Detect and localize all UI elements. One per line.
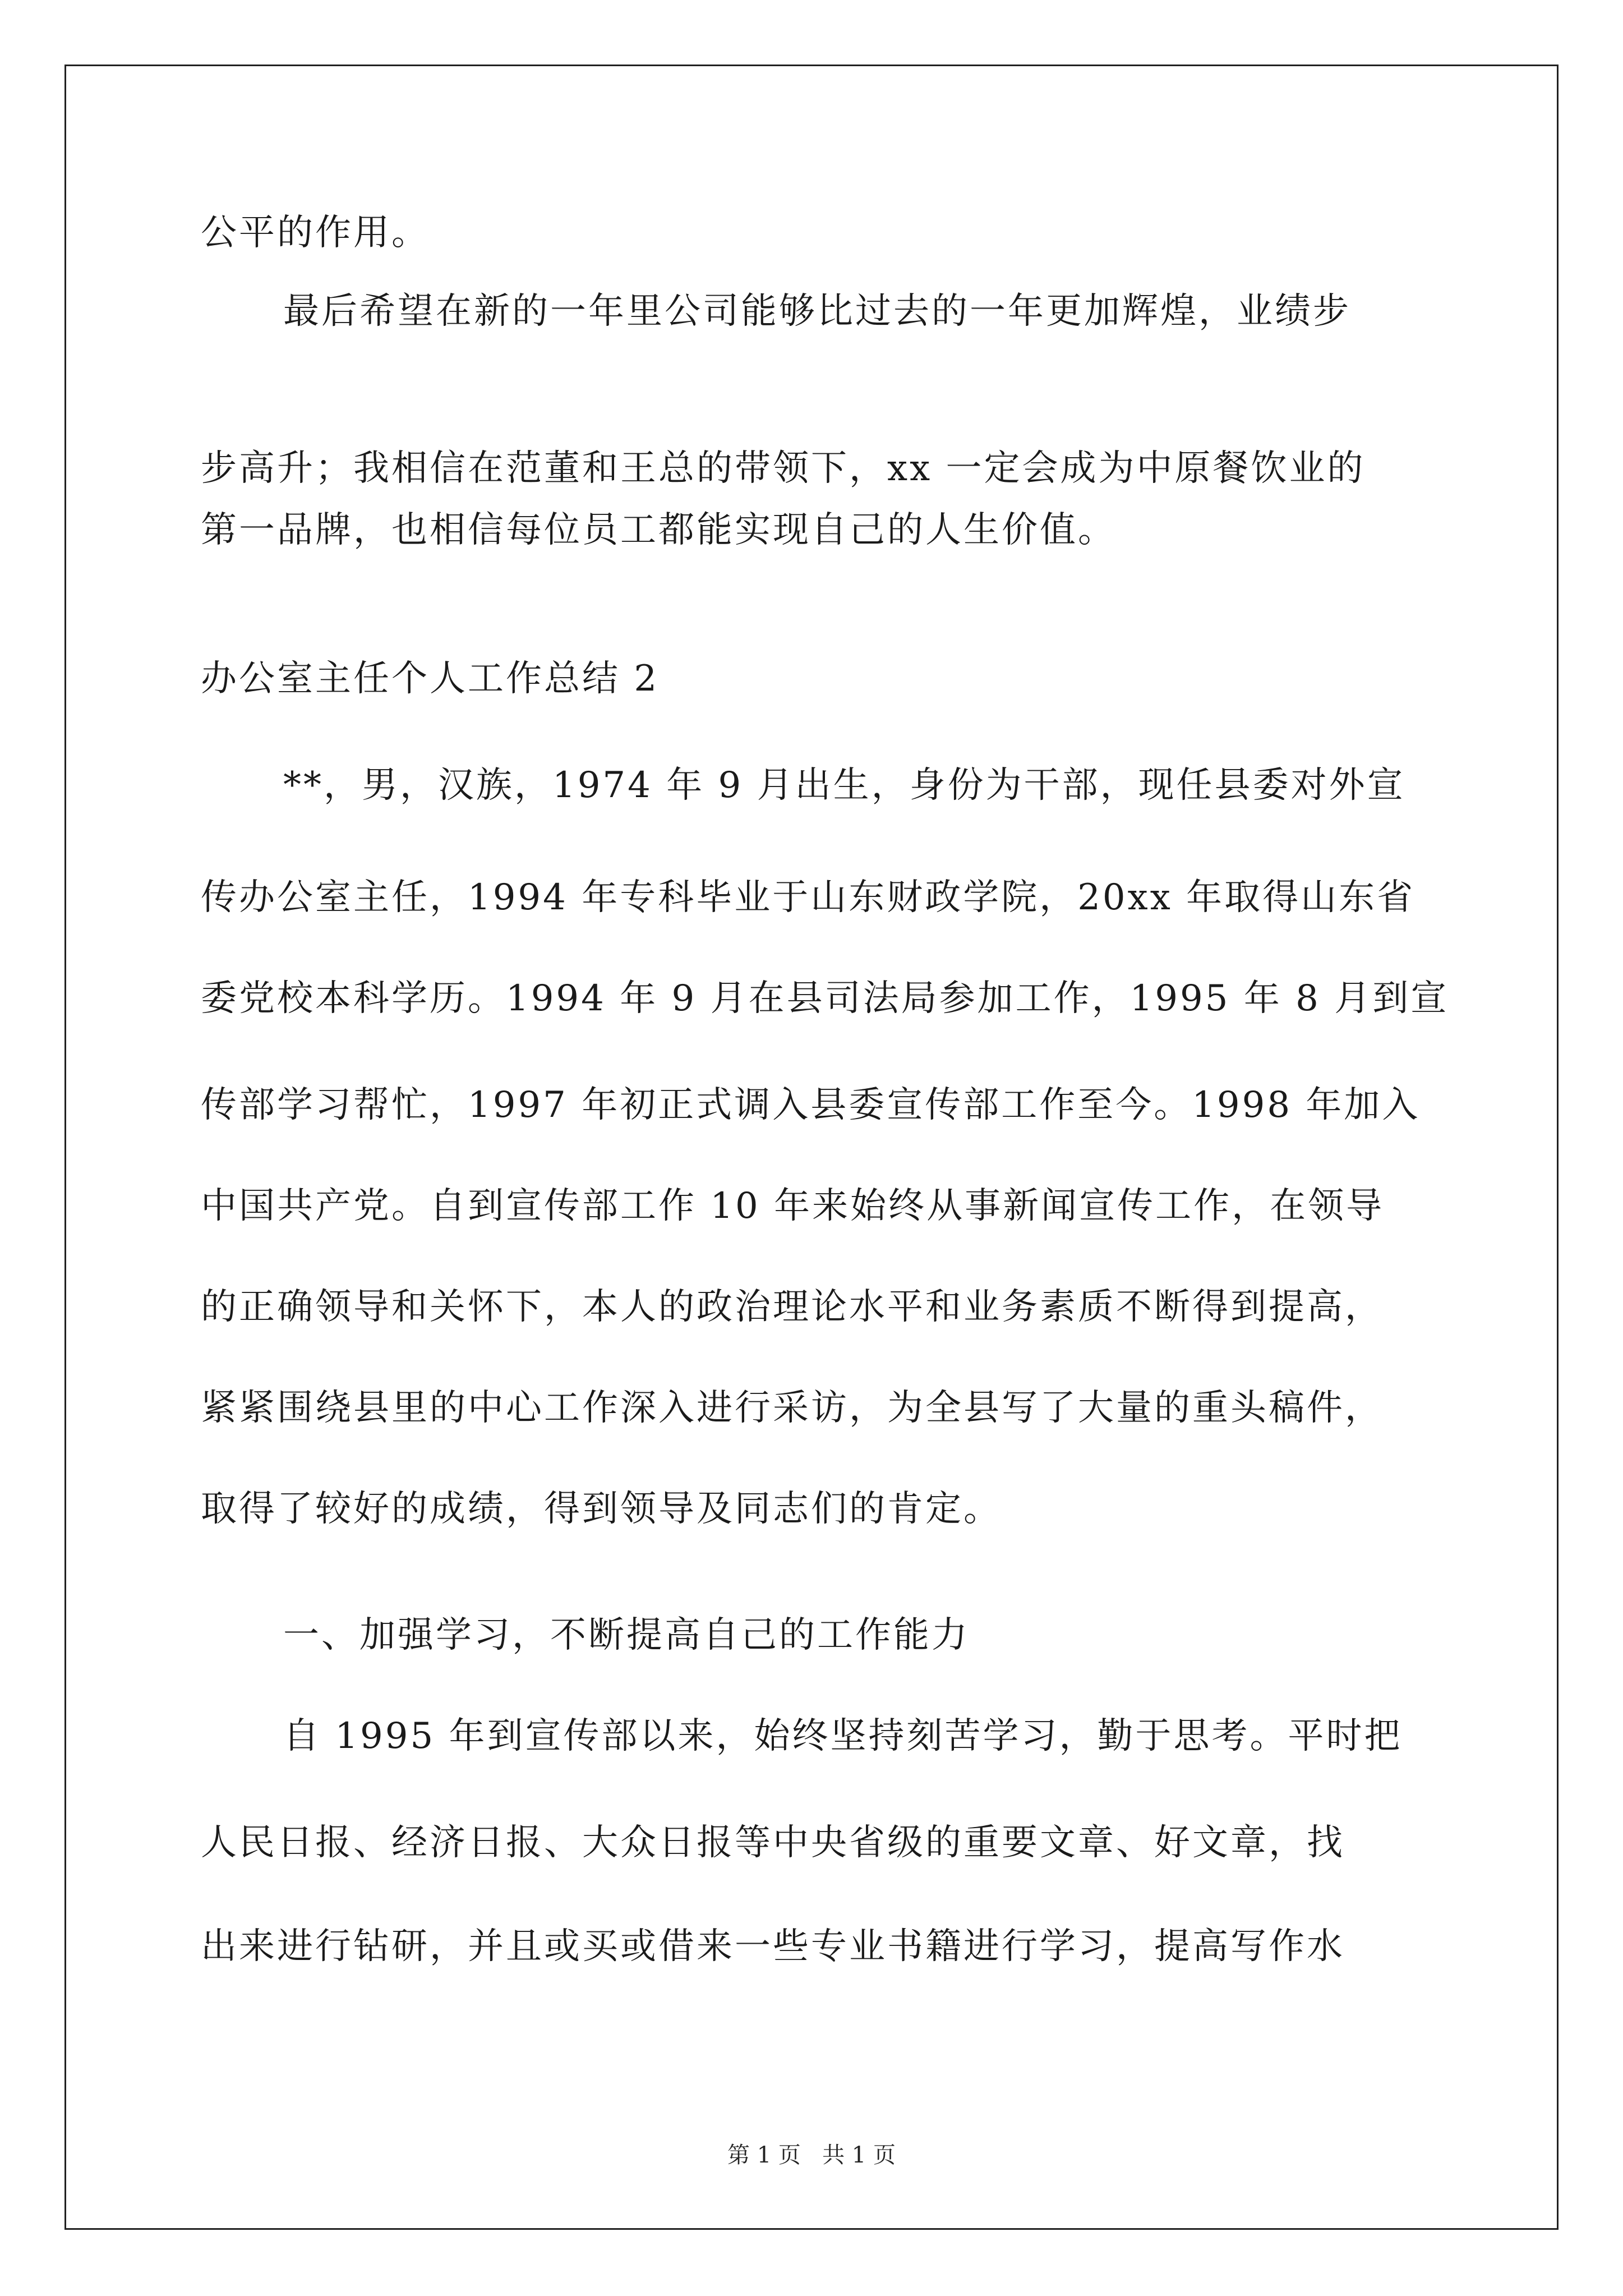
subsection-heading: 一、加强学习，不断提高自己的工作能力: [283, 1614, 970, 1656]
paragraph-start-line: 自 1995 年到宣传部以来，始终坚持刻苦学习，勤于思考。平时把: [283, 1715, 1403, 1757]
body-line: 传部学习帮忙，1997 年初正式调入县委宣传部工作至今。1998 年加入: [201, 1084, 1421, 1126]
body-line: 委党校本科学历。1994 年 9 月在县司法局参加工作，1995 年 8 月到宣: [201, 978, 1449, 1019]
section-heading: 办公室主任个人工作总结 2: [201, 658, 660, 700]
body-line: 出来进行钻研，并且或买或借来一些专业书籍进行学习，提高写作水: [201, 1926, 1345, 1967]
paragraph-start-line: 最后希望在新的一年里公司能够比过去的一年更加辉煌，业绩步: [283, 291, 1351, 332]
body-line: 中国共产党。自到宣传部工作 10 年来始终从事新闻宣传工作，在领导: [201, 1185, 1385, 1227]
body-line: 公平的作用。: [201, 212, 430, 254]
body-line: 紧紧围绕县里的中心工作深入进行采访，为全县写了大量的重头稿件，: [201, 1387, 1383, 1429]
body-line: 第一品牌，也相信每位员工都能实现自己的人生价值。: [201, 509, 1116, 551]
page-number-footer: 第 1 页 共 1 页: [727, 2142, 896, 2168]
body-line: 取得了较好的成绩，得到领导及同志们的肯定。: [201, 1488, 1002, 1530]
body-line: 的正确领导和关怀下，本人的政治理论水平和业务素质不断得到提高，: [201, 1286, 1383, 1328]
body-line: 传办公室主任，1994 年专科毕业于山东财政学院，20xx 年取得山东省: [201, 877, 1415, 918]
page-border: [64, 65, 1559, 2230]
body-line: 步高升；我相信在范董和王总的带领下，xx 一定会成为中原餐饮业的: [201, 448, 1366, 489]
body-line: 人民日报、经济日报、大众日报等中央省级的重要文章、好文章，找: [201, 1822, 1345, 1864]
paragraph-start-line: **，男，汉族，1974 年 9 月出生，身份为干部，现任县委对外宣: [283, 765, 1405, 806]
